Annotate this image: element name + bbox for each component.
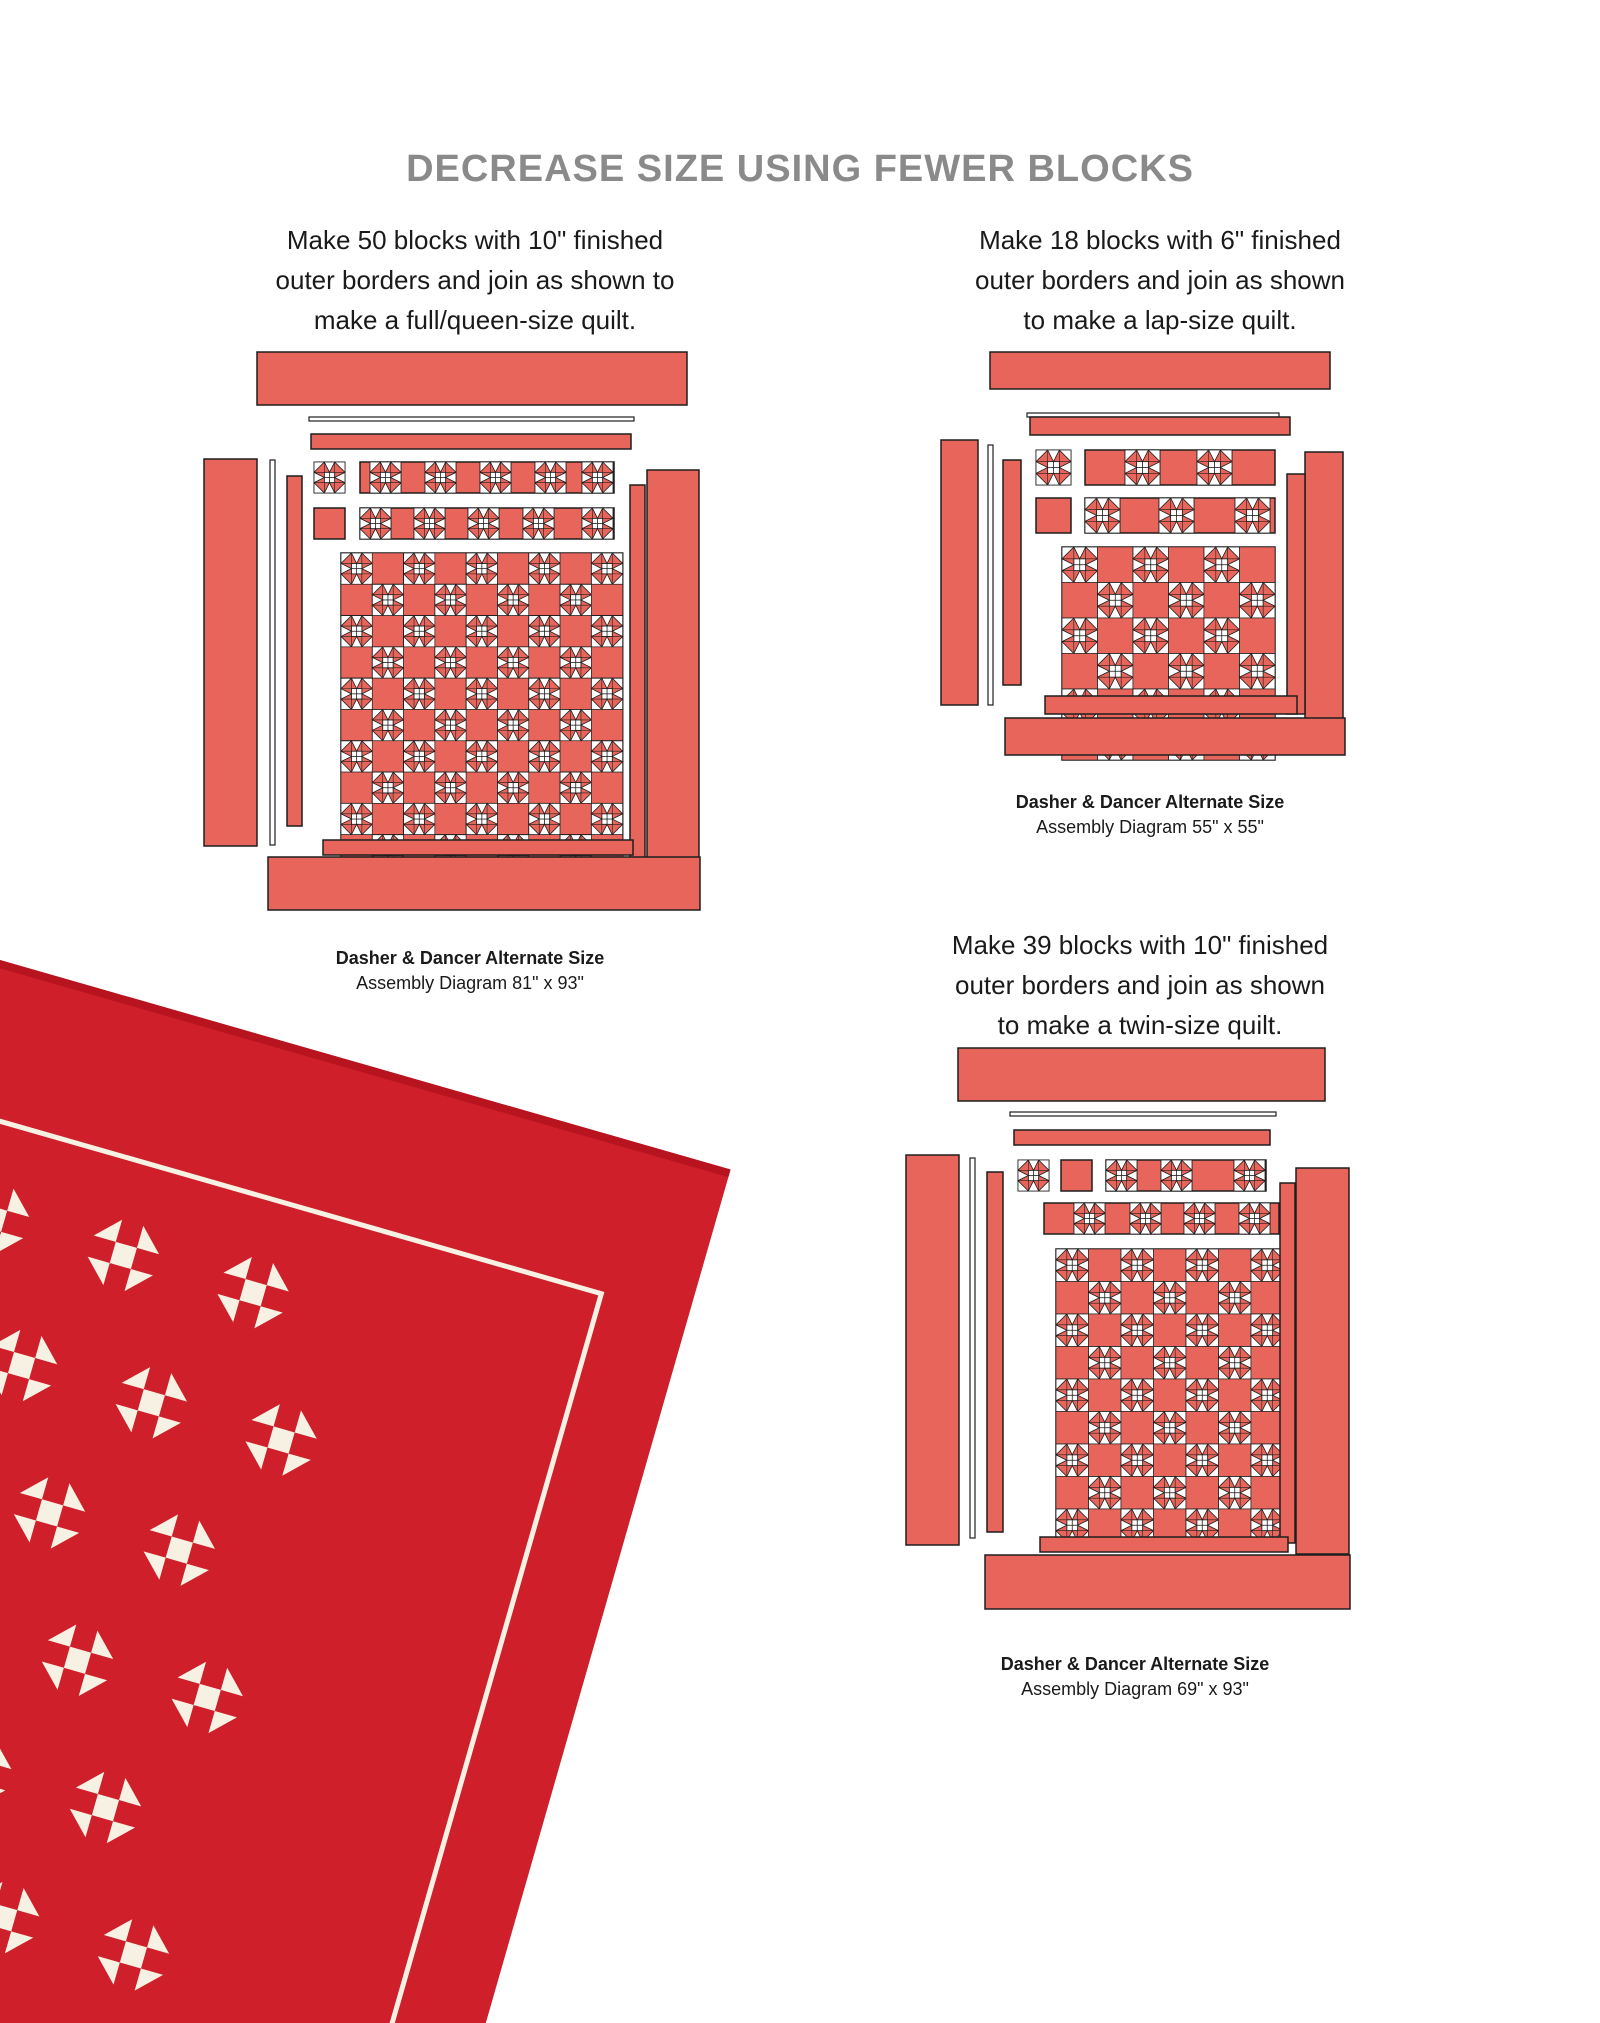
- left-outer-border: [906, 1155, 959, 1545]
- pieced-block: [372, 647, 403, 678]
- pieced-block: [591, 553, 622, 584]
- pieced-block: [1036, 450, 1071, 485]
- plain-square: [1154, 1314, 1187, 1347]
- pieced-block: [1251, 1249, 1284, 1282]
- left-outer-border: [204, 459, 257, 846]
- pieced-block: [1154, 1477, 1187, 1510]
- plain-square: [1133, 583, 1169, 619]
- plain-square: [1186, 1282, 1219, 1315]
- plain-square: [1121, 1412, 1154, 1445]
- pieced-block: [1240, 583, 1276, 619]
- plain-square: [498, 741, 529, 772]
- pieced-block: [1161, 1160, 1192, 1191]
- pieced-block: [1056, 1379, 1089, 1412]
- plain-square: [560, 553, 591, 584]
- pieced-block: [591, 678, 622, 709]
- plain-square: [591, 772, 622, 803]
- pieced-block: [1154, 1282, 1187, 1315]
- plain-square: [435, 678, 466, 709]
- plain-square: [1121, 1347, 1154, 1380]
- plain-square: [466, 772, 497, 803]
- pieced-block: [1240, 654, 1276, 690]
- pieced-block: [1186, 1444, 1219, 1477]
- block-row-strip: [1085, 450, 1275, 485]
- caption-lap: [950, 790, 1350, 840]
- pieced-block: [1169, 654, 1205, 690]
- plain-square: [404, 710, 435, 741]
- plain-square: [435, 553, 466, 584]
- loose-square: [314, 508, 345, 539]
- right-inner-border: [1287, 474, 1305, 714]
- right-inner-border: [630, 485, 645, 865]
- pieced-block: [341, 678, 372, 709]
- plain-square: [498, 803, 529, 834]
- plain-square: [1219, 1379, 1252, 1412]
- pieced-block: [1062, 547, 1098, 583]
- plain-square: [404, 647, 435, 678]
- pieced-block: [414, 508, 445, 539]
- plain-square: [560, 616, 591, 647]
- pieced-block: [341, 553, 372, 584]
- pieced-block: [1239, 1203, 1270, 1234]
- pieced-block: [560, 710, 591, 741]
- plain-square: [466, 710, 497, 741]
- pieced-block: [1098, 583, 1134, 619]
- plain-square: [591, 584, 622, 615]
- pieced-block: [1062, 618, 1098, 654]
- plain-square: [1133, 654, 1169, 690]
- top-outer-border: [990, 352, 1330, 389]
- plain-square: [1089, 1444, 1122, 1477]
- plain-square: [341, 584, 372, 615]
- pieced-block: [498, 647, 529, 678]
- pieced-block: [341, 803, 372, 834]
- pieced-block: [1251, 1379, 1284, 1412]
- pieced-block: [1056, 1444, 1089, 1477]
- plain-square: [529, 647, 560, 678]
- pieced-block: [1234, 1160, 1265, 1191]
- instruction-line: outer borders and join as shown to: [275, 265, 675, 295]
- pieced-block: [1121, 1379, 1154, 1412]
- pieced-block: [1133, 547, 1169, 583]
- pieced-block: [1186, 1249, 1219, 1282]
- pieced-block: [466, 553, 497, 584]
- left-inner-border: [287, 476, 302, 826]
- plain-square: [1154, 1444, 1187, 1477]
- pieced-block: [372, 584, 403, 615]
- plain-square: [466, 647, 497, 678]
- pieced-block: [466, 678, 497, 709]
- pieced-block: [1204, 547, 1240, 583]
- plain-square: [1056, 1347, 1089, 1380]
- plain-square: [435, 803, 466, 834]
- sashing-strip: [270, 460, 275, 845]
- pieced-block: [1169, 583, 1205, 619]
- pieced-block: [1235, 498, 1270, 533]
- sashing-strip: [970, 1158, 975, 1538]
- plain-square: [1062, 583, 1098, 619]
- caption-subtitle: Assembly Diagram 55" x 55": [1036, 817, 1264, 837]
- pieced-block: [1159, 498, 1194, 533]
- plain-square: [372, 678, 403, 709]
- pieced-block: [1089, 1412, 1122, 1445]
- plain-square: [341, 647, 372, 678]
- pieced-block: [529, 803, 560, 834]
- bottom-inner-border: [1040, 1537, 1288, 1552]
- instruction-line: make a full/queen-size quilt.: [313, 305, 637, 335]
- instruction-line: to make a twin-size quilt.: [997, 1010, 1283, 1040]
- pieced-block: [498, 710, 529, 741]
- pieced-block: [535, 462, 566, 493]
- right-outer-border: [1296, 1168, 1349, 1554]
- pieced-block: [1204, 618, 1240, 654]
- plain-square: [404, 772, 435, 803]
- pieced-block: [1098, 654, 1134, 690]
- pieced-block: [468, 508, 499, 539]
- pieced-block: [1089, 1477, 1122, 1510]
- top-inner-border: [1030, 417, 1290, 435]
- pieced-block: [498, 772, 529, 803]
- plain-square: [529, 584, 560, 615]
- plain-square: [1089, 1314, 1122, 1347]
- plain-square: [1219, 1314, 1252, 1347]
- pieced-block: [1121, 1249, 1154, 1282]
- pieced-block: [466, 803, 497, 834]
- pieced-block: [435, 584, 466, 615]
- pieced-block: [466, 741, 497, 772]
- plain-square: [372, 803, 403, 834]
- bottom-outer-border: [985, 1555, 1350, 1609]
- pieced-block: [591, 803, 622, 834]
- top-inner-border: [1014, 1130, 1270, 1145]
- pieced-block: [435, 772, 466, 803]
- plain-square: [591, 647, 622, 678]
- pieced-block: [1154, 1347, 1187, 1380]
- plain-square: [1251, 1282, 1284, 1315]
- pieced-block: [404, 678, 435, 709]
- pieced-block: [582, 462, 613, 493]
- left-inner-border: [987, 1172, 1003, 1532]
- plain-square: [560, 803, 591, 834]
- right-inner-border: [1280, 1183, 1295, 1543]
- pieced-block: [1089, 1347, 1122, 1380]
- right-outer-border: [647, 470, 699, 870]
- pieced-block: [341, 616, 372, 647]
- plain-square: [1154, 1249, 1187, 1282]
- pieced-block: [435, 710, 466, 741]
- plain-square: [1251, 1477, 1284, 1510]
- pieced-block: [1056, 1249, 1089, 1282]
- pieced-block: [1251, 1314, 1284, 1347]
- pieced-block: [1197, 450, 1232, 485]
- pieced-block: [404, 553, 435, 584]
- plain-square: [1169, 547, 1205, 583]
- quilt-fabric: [0, 960, 731, 2023]
- top-inner-border: [311, 434, 631, 449]
- plain-square: [1251, 1412, 1284, 1445]
- plain-square: [1062, 654, 1098, 690]
- pieced-block: [1219, 1347, 1252, 1380]
- plain-square: [498, 553, 529, 584]
- pieced-block: [1184, 1203, 1215, 1234]
- loose-square: [1036, 498, 1071, 533]
- instruction-line: Make 39 blocks with 10" finished: [951, 930, 1329, 960]
- pieced-block: [591, 741, 622, 772]
- caption-title: Dasher & Dancer Alternate Size: [1015, 792, 1285, 812]
- quilt-body: [0, 960, 731, 2023]
- pieced-block: [560, 772, 591, 803]
- plain-square: [1240, 618, 1276, 654]
- pieced-block: [372, 772, 403, 803]
- pieced-block: [370, 462, 401, 493]
- plain-square: [498, 616, 529, 647]
- pieced-block: [529, 741, 560, 772]
- pieced-block: [1186, 1379, 1219, 1412]
- page-title: DECREASE SIZE USING FEWER BLOCKS: [406, 148, 1194, 190]
- plain-square: [1240, 547, 1276, 583]
- plain-square: [1056, 1477, 1089, 1510]
- plain-square: [1251, 1347, 1284, 1380]
- plain-square: [435, 616, 466, 647]
- bottom-inner-border: [1045, 696, 1297, 714]
- pieced-block: [360, 508, 391, 539]
- left-outer-border: [941, 440, 978, 705]
- pieced-block: [1219, 1477, 1252, 1510]
- plain-square: [1098, 547, 1134, 583]
- plain-square: [404, 584, 435, 615]
- pieced-block: [1085, 498, 1120, 533]
- caption-twin: [935, 1652, 1335, 1702]
- plain-square: [1204, 583, 1240, 619]
- sashing-strip: [309, 417, 634, 421]
- plain-square: [1056, 1282, 1089, 1315]
- pieced-block: [498, 584, 529, 615]
- pieced-block: [529, 678, 560, 709]
- pieced-block: [1186, 1314, 1219, 1347]
- plain-square: [498, 678, 529, 709]
- bottom-outer-border: [268, 857, 700, 910]
- pieced-block: [1219, 1282, 1252, 1315]
- caption-subtitle: Assembly Diagram 81" x 93": [356, 973, 584, 993]
- pieced-block: [582, 508, 613, 539]
- instruction-line: outer borders and join as shown: [954, 970, 1325, 1000]
- bottom-inner-border: [323, 840, 633, 855]
- plain-square: [1204, 654, 1240, 690]
- pieced-block: [1133, 618, 1169, 654]
- pieced-block: [1089, 1282, 1122, 1315]
- plain-square: [1121, 1477, 1154, 1510]
- pieced-block: [404, 741, 435, 772]
- left-inner-border: [1003, 460, 1021, 685]
- pieced-block: [341, 741, 372, 772]
- top-outer-border: [958, 1048, 1325, 1101]
- pieced-block: [529, 553, 560, 584]
- pieced-block: [480, 462, 511, 493]
- top-outer-border: [257, 352, 687, 405]
- pieced-block: [1018, 1160, 1049, 1191]
- plain-square: [1186, 1477, 1219, 1510]
- plain-square: [529, 710, 560, 741]
- plain-square: [372, 616, 403, 647]
- plain-square: [466, 584, 497, 615]
- instruction-line: Make 18 blocks with 6" finished: [979, 225, 1341, 255]
- plain-square: [1098, 618, 1134, 654]
- plain-square: [529, 772, 560, 803]
- caption-subtitle: Assembly Diagram 69" x 93": [1021, 1679, 1249, 1699]
- pieced-block: [404, 616, 435, 647]
- plain-square: [1089, 1249, 1122, 1282]
- pieced-block: [404, 803, 435, 834]
- plain-square: [341, 710, 372, 741]
- plain-square: [1219, 1249, 1252, 1282]
- plain-square: [435, 741, 466, 772]
- pieced-block: [1130, 1203, 1161, 1234]
- plain-square: [560, 678, 591, 709]
- caption-title: Dasher & Dancer Alternate Size: [335, 948, 605, 968]
- plain-square: [341, 772, 372, 803]
- loose-square: [1061, 1160, 1092, 1191]
- caption-title: Dasher & Dancer Alternate Size: [1000, 1654, 1270, 1674]
- pieced-block: [1074, 1203, 1105, 1234]
- plain-square: [1154, 1379, 1187, 1412]
- bottom-outer-border: [1005, 718, 1345, 755]
- plain-square: [1089, 1379, 1122, 1412]
- plain-square: [1186, 1347, 1219, 1380]
- pieced-block: [1219, 1412, 1252, 1445]
- pieced-block: [560, 584, 591, 615]
- quilt-photo: [0, 960, 860, 2023]
- plain-square: [372, 741, 403, 772]
- pieced-block: [560, 647, 591, 678]
- pieced-block: [1121, 1444, 1154, 1477]
- pieced-block: [314, 462, 345, 493]
- plain-square: [1056, 1412, 1089, 1445]
- pieced-block: [591, 616, 622, 647]
- pieced-block: [529, 616, 560, 647]
- plain-square: [372, 553, 403, 584]
- pieced-block: [425, 462, 456, 493]
- pieced-block: [435, 647, 466, 678]
- sashing-strip: [1010, 1112, 1276, 1116]
- plain-square: [1219, 1444, 1252, 1477]
- plain-square: [1186, 1412, 1219, 1445]
- sashing-strip: [988, 445, 993, 705]
- pieced-block: [466, 616, 497, 647]
- pieced-block: [1056, 1314, 1089, 1347]
- plain-square: [1121, 1282, 1154, 1315]
- instruction-line: Make 50 blocks with 10" finished: [286, 225, 664, 255]
- pieced-block: [1154, 1412, 1187, 1445]
- instruction-line: outer borders and join as shown: [974, 265, 1345, 295]
- pieced-block: [523, 508, 554, 539]
- plain-square: [591, 710, 622, 741]
- instruction-line: to make a lap-size quilt.: [1023, 305, 1297, 335]
- right-outer-border: [1305, 452, 1343, 754]
- plain-square: [560, 741, 591, 772]
- pieced-block: [1106, 1160, 1137, 1191]
- pieced-block: [1125, 450, 1160, 485]
- pieced-block: [372, 710, 403, 741]
- plain-square: [1169, 618, 1205, 654]
- pieced-block: [1121, 1314, 1154, 1347]
- pieced-block: [1251, 1444, 1284, 1477]
